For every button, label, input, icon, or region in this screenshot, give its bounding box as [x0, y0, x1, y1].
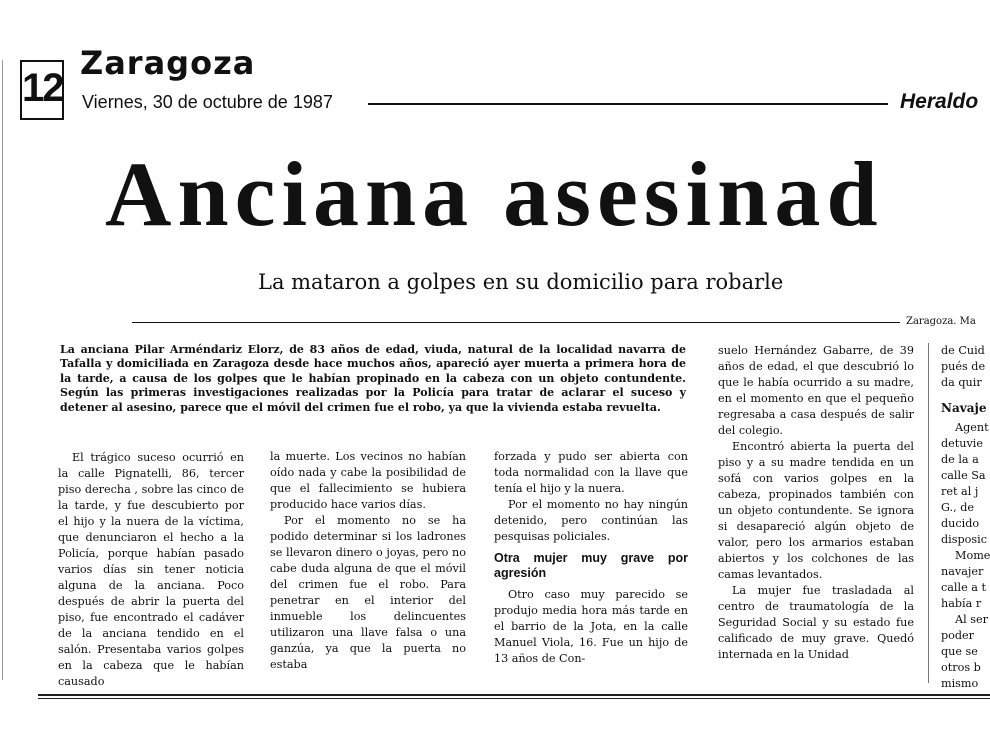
left-margin-rule [2, 60, 3, 680]
column-5-line: de la a [941, 453, 979, 466]
column-5-line: G., de [941, 501, 974, 514]
column-2-paragraph: Por el momento no se ha podido determinar si los ladrones se llevaron dinero o joyas, pero no cabe duda alguna de que el móvil del crimen fue el robo. Para penetrar en el interior del inmueble los delincuentes utilizaron una llave falsa o una ganzúa, ya que la puerta no estaba [270, 514, 466, 671]
masthead: Heraldo [900, 90, 979, 113]
column-1 [58, 450, 244, 690]
headline: Anciana asesinad [105, 143, 884, 245]
lead-paragraph: La anciana Pilar Arméndariz Elorz, de 83 años de edad, viuda, natural de la localidad navarra de Tafalla y domiciliada en Zaragoza desde hace muchos años, apareció ayer muerta a primera hora de la tarde, a causa de los golpes que le habían propinado en la cabeza con un objeto contundente. Según las primeras investigaciones realizadas por la Policía para tratar de aclarar el suceso y detener al asesino, parece que el móvil del crimen fue el robo, ya que la vivienda estaba revuelta. [60, 343, 686, 414]
bottom-rule [38, 698, 990, 699]
subheading: Otra mujer muy grave por agresión [494, 551, 688, 580]
column-5-line: otros b [941, 661, 981, 674]
column-2 [270, 449, 466, 673]
column-4-paragraph: La mujer fue trasladada al centro de traumatología de la Seguridad Social y su estado fue calificado de muy grave. Quedó internada en la Unidad [718, 584, 914, 661]
column-2-paragraph: la muerte. Los vecinos no habían oído nada y cabe la posibilidad de que el fallecimiento se hubiera producido hace varios días. [270, 450, 466, 511]
column-5-line: Mome [955, 549, 990, 562]
column-4-paragraph: Encontró abierta la puerta del piso y a su madre tendida en un sofá con varios golpes en la cabeza, propinados también con un objeto contundente. Se ignora si desapareció algún objeto de valor, pero los armarios estaban abiertos y los colchones de las camas levantados. [718, 440, 914, 581]
column-5-line: ret al j [941, 485, 979, 498]
column-5-line: de Cuid [941, 344, 985, 357]
column-5-line: mismo [941, 677, 979, 690]
column-3-paragraph: Por el momento no hay ningún detenido, pero continúan las pesquisas policiales. [494, 498, 688, 543]
column-3 [494, 449, 688, 667]
subhead-rule [132, 322, 900, 323]
column-5-line: calle a t [941, 581, 986, 594]
dateline: Zaragoza. Ma [906, 316, 976, 327]
page-number: 12 [20, 60, 64, 120]
column-5-line: poder [941, 629, 975, 642]
column-5-line: navajer [941, 565, 984, 578]
column-1-paragraph: El trágico suceso ocurrió en la calle Pignatelli, 86, tercer piso derecha , sobre las cinco de la tarde, y fue descubierto por el hijo y la nuera de la víctima, que denunciaron el hecho a la Policía, porque habían pasado varios días sin tener noticia alguna de la anciana. Poco después de abrir la puerta del piso, fue encontrado el cadáver de la anciana tendido en el salón. Presentaba varios golpes en la cabeza que le habían causado [58, 451, 244, 688]
column-5-line: disposic [941, 533, 987, 546]
section-title: Zaragoza [80, 44, 256, 82]
column-5 [941, 343, 990, 692]
column-5-line: detuvie [941, 437, 984, 450]
column-5-line: Al ser [955, 613, 988, 626]
column-5-line: había r [941, 597, 982, 610]
date-rule [368, 103, 888, 105]
column-5-line: calle Sa [941, 469, 986, 482]
column-5-line: pués de [941, 360, 986, 373]
issue-date: Viernes, 30 de octubre de 1987 [82, 92, 333, 112]
column-5-line: da quir [941, 376, 982, 389]
column-3-paragraph: Otro caso muy parecido se produjo media hora más tarde en el barrio de la Jota, en la calle Manuel Viola, 16. Fue un hijo de 13 años de Con- [494, 588, 688, 665]
column-5-line: Agent [955, 421, 989, 434]
column-5-heading: Navaje [941, 401, 987, 415]
column-3-paragraph: forzada y pudo ser abierta con toda normalidad con la llave que tenía el hijo y la nuera. [494, 450, 688, 495]
column-divider [928, 343, 929, 683]
bottom-rule [38, 694, 990, 696]
column-4 [718, 343, 914, 663]
subheadline: La mataron a golpes en su domicilio para robarle [258, 270, 784, 294]
column-5-line: ducido [941, 517, 980, 530]
column-5-line: que se [941, 645, 978, 658]
column-4-paragraph: suelo Hernández Gabarre, de 39 años de edad, el que descubrió lo que le había ocurrido a su madre, en el momento en que el pequeño regresaba a casa después de salir del colegio. [718, 344, 914, 437]
